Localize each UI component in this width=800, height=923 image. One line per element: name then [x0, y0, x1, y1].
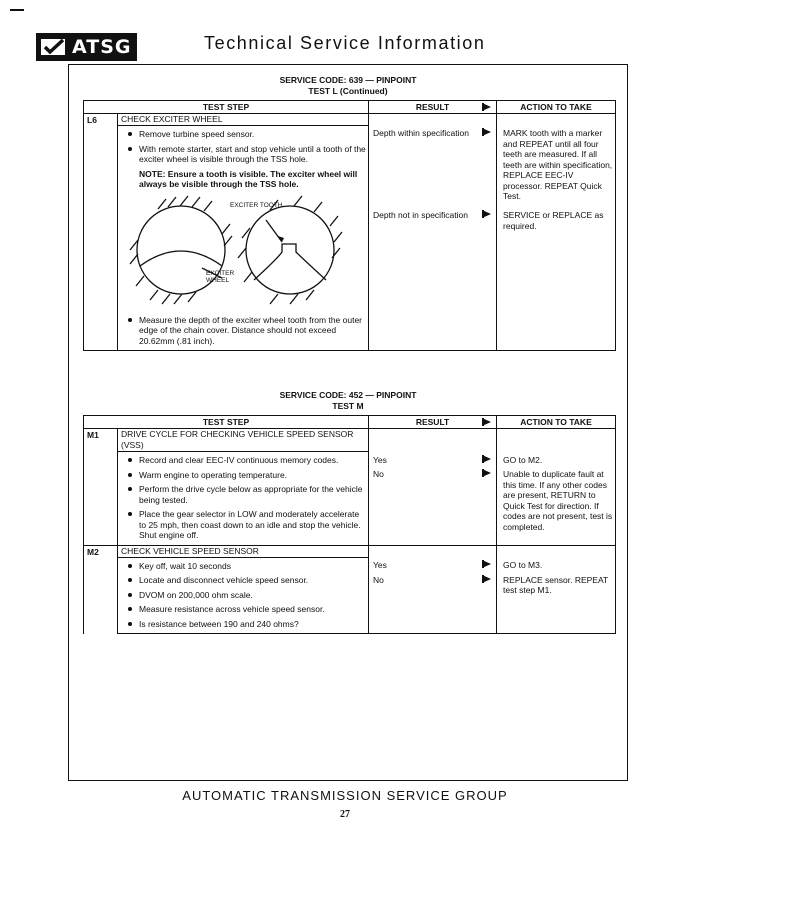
arrow-icon — [482, 103, 491, 111]
result-text: Yes — [373, 455, 387, 465]
column-header-result: RESULT — [369, 416, 497, 429]
step-bullets — [118, 561, 368, 630]
list-item: Measure the depth of the exciter wheel tooth from the outer edge of the chain cover. Distance should not exceed 20.62mm (.81 inch). — [128, 315, 368, 347]
step-id: M1 — [84, 429, 118, 546]
list-item: Key off, wait 10 seconds — [128, 561, 368, 572]
arrow-icon — [482, 455, 491, 463]
arrow-icon — [482, 469, 491, 477]
logo-text: ATSG — [72, 36, 132, 58]
step-title: DRIVE CYCLE FOR CHECKING VEHICLE SPEED SENSOR (VSS) — [118, 429, 368, 452]
service-code: SERVICE CODE: 452 — PINPOINT — [279, 390, 417, 400]
action-cell — [497, 114, 616, 351]
list-item: Record and clear EEC-IV continuous memory codes. — [128, 455, 368, 466]
step-title: CHECK VEHICLE SPEED SENSOR — [118, 546, 368, 558]
test-name: TEST M — [332, 401, 364, 411]
result-cell — [369, 114, 497, 351]
action-text: MARK tooth with a marker and REPEAT until all four teeth are measured. If all teeth are within specification, REPLACE EEC-IV processor. REPEAT Quick Test. — [503, 128, 613, 201]
exciter-tooth-label: EXCITER TOOTH — [230, 201, 283, 209]
checkmark-icon — [38, 36, 68, 58]
section-452-heading — [69, 390, 627, 412]
step-id: M2 — [84, 545, 118, 634]
list-item: Place the gear selector in LOW and moderately accelerate to 25 mph, then coast down to an idle and stop the vehicle. Shut engine off. — [128, 509, 368, 541]
list-item: Is resistance between 190 and 240 ohms? — [128, 619, 368, 630]
list-item: Perform the drive cycle below as appropriate for the vehicle being tested. — [128, 484, 368, 505]
list-item: Measure resistance across vehicle speed sensor. — [128, 604, 368, 615]
column-header-action: ACTION TO TAKE — [497, 101, 616, 114]
result-text: Yes — [373, 559, 387, 570]
note-text: NOTE: Ensure a tooth is visible. The exciter wheel will always be visible through the TSS hole. — [139, 168, 358, 189]
action-text: GO to M3. — [503, 559, 543, 570]
result-cell — [369, 545, 497, 634]
step-bullets — [118, 455, 368, 541]
test-name: TEST L (Continued) — [308, 86, 388, 96]
list-item: Warm engine to operating temperature. — [128, 470, 368, 481]
page-title: Technical Service Information — [204, 33, 486, 53]
arrow-icon — [482, 418, 491, 426]
column-header-test-step: TEST STEP — [84, 416, 369, 429]
result-text: No — [373, 574, 384, 585]
atsg-logo — [36, 33, 137, 61]
column-header-test-step: TEST STEP — [84, 101, 369, 114]
step-title: CHECK EXCITER WHEEL — [118, 114, 368, 126]
exciter-wheel-label: EXCITER WHEEL — [206, 269, 235, 284]
arrow-icon — [482, 210, 491, 218]
list-item: Remove turbine speed sensor. — [128, 129, 368, 140]
arrow-icon — [482, 575, 491, 583]
result-text: Depth within specification — [373, 128, 469, 138]
test-m-table — [83, 415, 616, 634]
step-id: L6 — [84, 114, 118, 351]
result-cell — [369, 429, 497, 546]
list-item: DVOM on 200,000 ohm scale. — [128, 590, 368, 601]
service-code: SERVICE CODE: 639 — PINPOINT — [279, 75, 417, 85]
action-cell — [497, 545, 616, 634]
page-number: 27 — [340, 809, 350, 820]
result-text: Depth not in specification — [373, 210, 468, 220]
action-text: SERVICE or REPLACE as required. — [503, 210, 604, 231]
action-text: GO to M2. — [503, 455, 543, 465]
content-frame — [68, 64, 628, 781]
section-639-heading — [69, 75, 627, 97]
result-text: No — [373, 469, 384, 479]
step-bullets-after — [118, 315, 368, 347]
list-item: With remote starter, start and stop vehicle until a tooth of the exciter wheel is visible through the TSS hole. — [128, 144, 368, 165]
action-text: Unable to duplicate fault at this time. If any other codes are present, RETURN to Quick Test for direction. If codes are not present, test is completed. — [503, 469, 613, 532]
action-text: REPLACE sensor. REPEAT test step M1. — [503, 574, 609, 595]
arrow-icon — [482, 560, 491, 568]
test-l-table — [83, 100, 616, 351]
action-cell — [497, 429, 616, 546]
step-bullets — [118, 129, 368, 165]
arrow-icon — [482, 128, 491, 136]
footer-org: AUTOMATIC TRANSMISSION SERVICE GROUP — [182, 788, 508, 803]
corner-dash — [10, 9, 24, 11]
exciter-wheel-diagram — [118, 194, 368, 312]
list-item: Locate and disconnect vehicle speed sensor. — [128, 575, 368, 586]
column-header-action: ACTION TO TAKE — [497, 416, 616, 429]
column-header-result: RESULT — [369, 101, 497, 114]
